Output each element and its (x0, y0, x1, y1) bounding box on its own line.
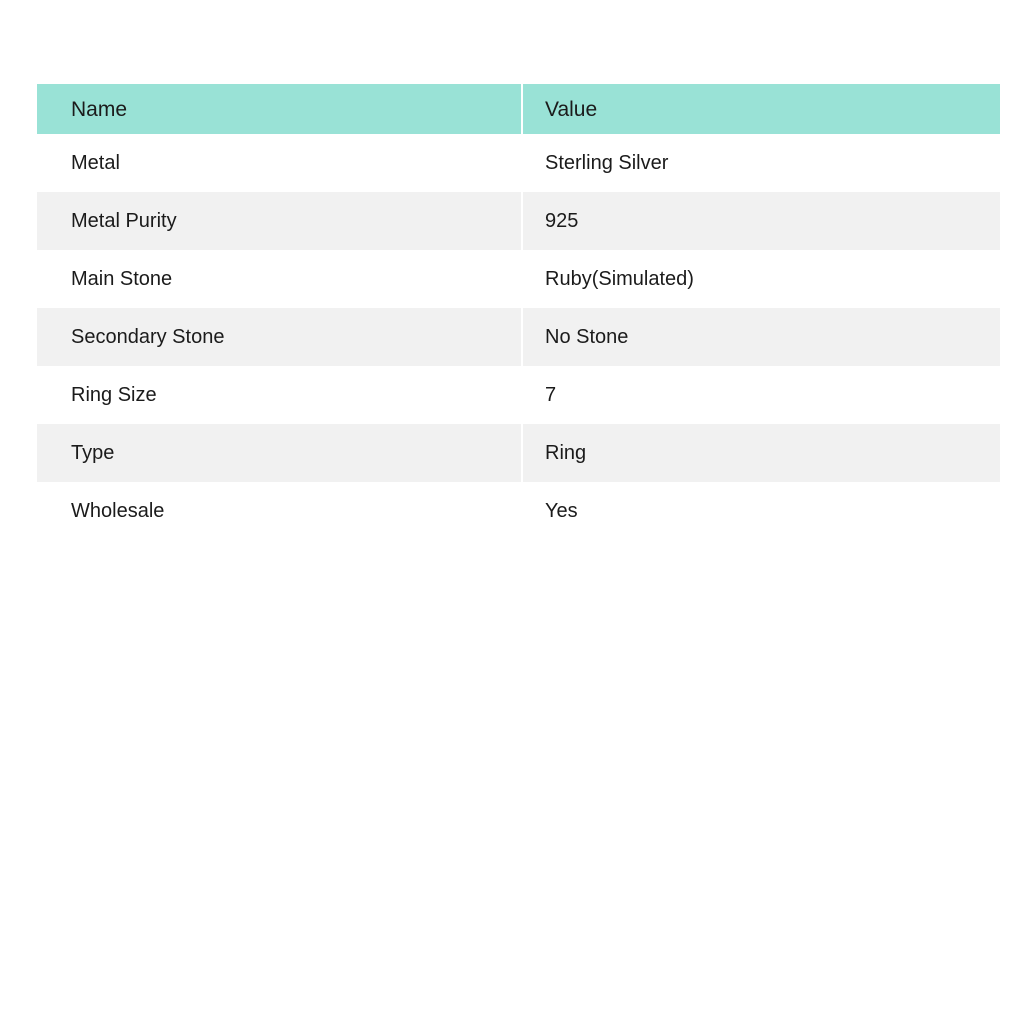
attribute-name: Ring Size (37, 366, 523, 424)
attribute-name: Metal Purity (37, 192, 523, 250)
table-header-row (37, 84, 1000, 134)
attribute-value: Yes (545, 500, 578, 522)
table-row (37, 134, 1000, 192)
attribute-value: Sterling Silver (545, 152, 669, 174)
product-attributes-table (37, 84, 1000, 540)
table-row (37, 250, 1000, 308)
attribute-value: Ruby(Simulated) (545, 268, 694, 290)
table-row (37, 192, 1000, 250)
attribute-value: No Stone (545, 326, 629, 348)
attribute-name: Metal (37, 134, 523, 192)
attribute-value: 925 (545, 210, 579, 232)
column-header-name: Name (37, 84, 523, 134)
table-row (37, 308, 1000, 366)
attribute-name: Wholesale (37, 482, 523, 540)
column-header-value: Value (545, 97, 598, 121)
table-row (37, 424, 1000, 482)
table-row (37, 482, 1000, 540)
attribute-name: Main Stone (37, 250, 523, 308)
table-row (37, 366, 1000, 424)
attribute-name: Type (37, 424, 523, 482)
attribute-value: 7 (545, 384, 557, 406)
attribute-value: Ring (545, 442, 587, 464)
attribute-name: Secondary Stone (37, 308, 523, 366)
